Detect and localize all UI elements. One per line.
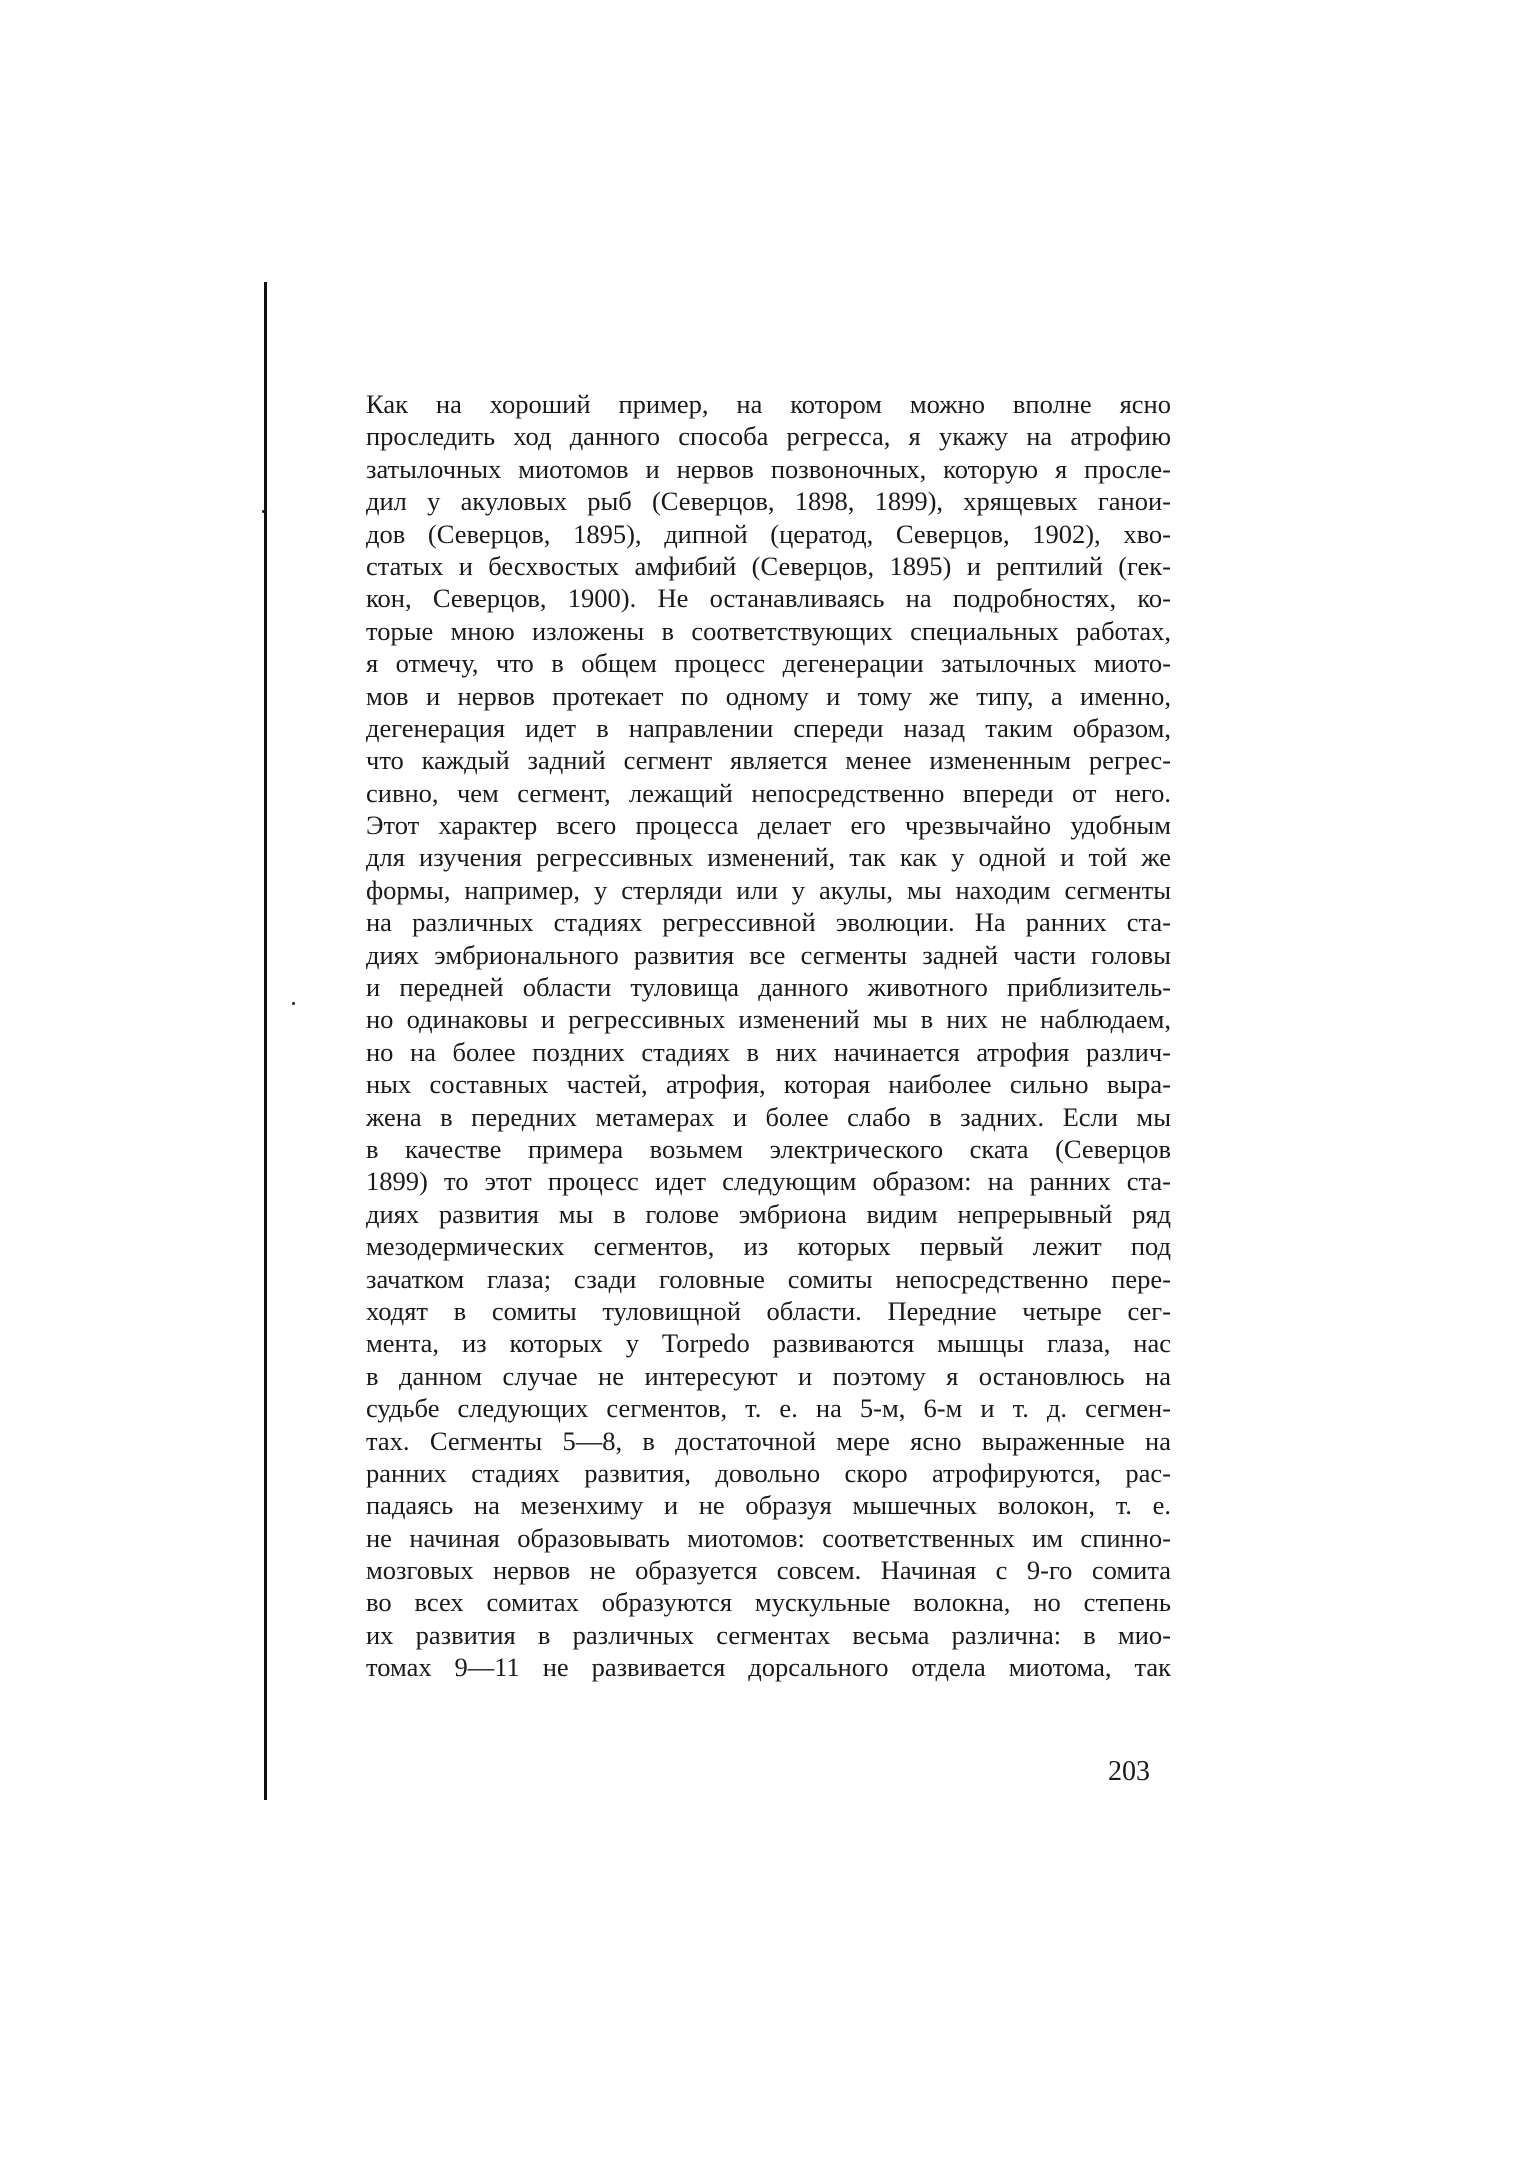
- text-line: Этот характер всего процесса делает его чрезвычайно удобным: [366, 810, 1171, 841]
- text-line: диях эмбрионального развития все сегменты задней части головы: [366, 939, 1171, 970]
- text-line: не начиная образовывать миотомов: соответственных им спинно-: [366, 1522, 1171, 1553]
- text-line: судьбе следующих сегментов, т. е. на 5-м, 6-м и т. д. сегмен-: [366, 1393, 1171, 1424]
- text-line: проследить ход данного способа регресса, я укажу на атрофию: [366, 421, 1171, 452]
- text-line: на различных стадиях регрессивной эволюции. На ранних ста-: [366, 907, 1171, 938]
- text-line: для изучения регрессивных изменений, так как у одной и той же: [366, 842, 1171, 873]
- text-line: в качестве примера возьмем электрического ската (Северцов: [366, 1133, 1171, 1164]
- text-line: зачатком глаза; сзади головные сомиты непосредственно пере-: [366, 1263, 1171, 1294]
- text-line: мов и нервов протекает по одному и тому же типу, а именно,: [366, 680, 1171, 711]
- text-line: дегенерация идет в направлении спереди назад таким образом,: [366, 712, 1171, 743]
- text-line: торые мною изложены в соответствующих специальных работах,: [366, 615, 1171, 646]
- text-line: но на более поздних стадиях в них начинается атрофия различ-: [366, 1036, 1171, 1067]
- text-line: статых и бесхвостых амфибий (Северцов, 1895) и рептилий (гек-: [366, 550, 1171, 581]
- text-line: 1899) то этот процесс идет следующим образом: на ранних ста-: [366, 1166, 1171, 1197]
- text-line: диях развития мы в голове эмбриона видим непрерывный ряд: [366, 1198, 1171, 1229]
- text-line: и передней области туловища данного животного приблизитель-: [366, 972, 1171, 1003]
- text-line: кон, Северцов, 1900). Не останавливаясь на подробностях, ко-: [366, 583, 1171, 614]
- text-line: ранних стадиях развития, довольно скоро атрофируются, рас-: [366, 1457, 1171, 1488]
- text-line: их развития в различных сегментах весьма различна: в мио-: [366, 1619, 1171, 1650]
- page-number: 203: [1108, 1756, 1150, 1787]
- text-line: формы, например, у стерляди или у акулы, мы находим сегменты: [366, 874, 1171, 905]
- text-line: мезодермических сегментов, из которых первый лежит под: [366, 1231, 1171, 1262]
- scan-speck: [262, 510, 265, 513]
- text-line: в данном случае не интересуют и поэтому я остановлюсь на: [366, 1360, 1171, 1391]
- scan-speck: [292, 1002, 295, 1005]
- text-line: затылочных миотомов и нервов позвоночных, которую я просле-: [366, 453, 1171, 484]
- text-line: что каждый задний сегмент является менее измененным регрес-: [366, 745, 1171, 776]
- text-line: дов (Северцов, 1895), дипной (цератод, Северцов, 1902), хво-: [366, 518, 1171, 549]
- text-line: Как на хороший пример, на котором можно вполне ясно: [366, 389, 1171, 419]
- text-line: ходят в сомиты туловищной области. Передние четыре сег-: [366, 1295, 1171, 1326]
- text-line: ных составных частей, атрофия, которая наиболее сильно выра-: [366, 1069, 1171, 1100]
- text-line: жена в передних метамерах и более слабо в задних. Если мы: [366, 1101, 1171, 1132]
- body-text: [366, 388, 1171, 1684]
- text-line: дил у акуловых рыб (Северцов, 1898, 1899), хрящевых ганои-: [366, 486, 1171, 517]
- text-line: тах. Сегменты 5—8, в достаточной мере ясно выраженные на: [366, 1425, 1171, 1456]
- text-line: сивно, чем сегмент, лежащий непосредственно впереди от него.: [366, 777, 1171, 808]
- text-line: но одинаковы и регрессивных изменений мы в них не наблюдаем,: [366, 1004, 1171, 1035]
- text-line: мента, из которых у Torpedo развиваются мышцы глаза, нас: [366, 1328, 1171, 1359]
- text-line: я отмечу, что в общем процесс дегенерации затылочных миото-: [366, 648, 1171, 679]
- text-line: томах 9—11 не развивается дорсального отдела миотома, так: [366, 1652, 1171, 1683]
- text-line: падаясь на мезенхиму и не образуя мышечных волокон, т. е.: [366, 1490, 1171, 1521]
- text-line: мозговых нервов не образуется совсем. Начиная с 9-го сомита: [366, 1555, 1171, 1586]
- text-line: во всех сомитах образуются мускульные волокна, но степень: [366, 1587, 1171, 1618]
